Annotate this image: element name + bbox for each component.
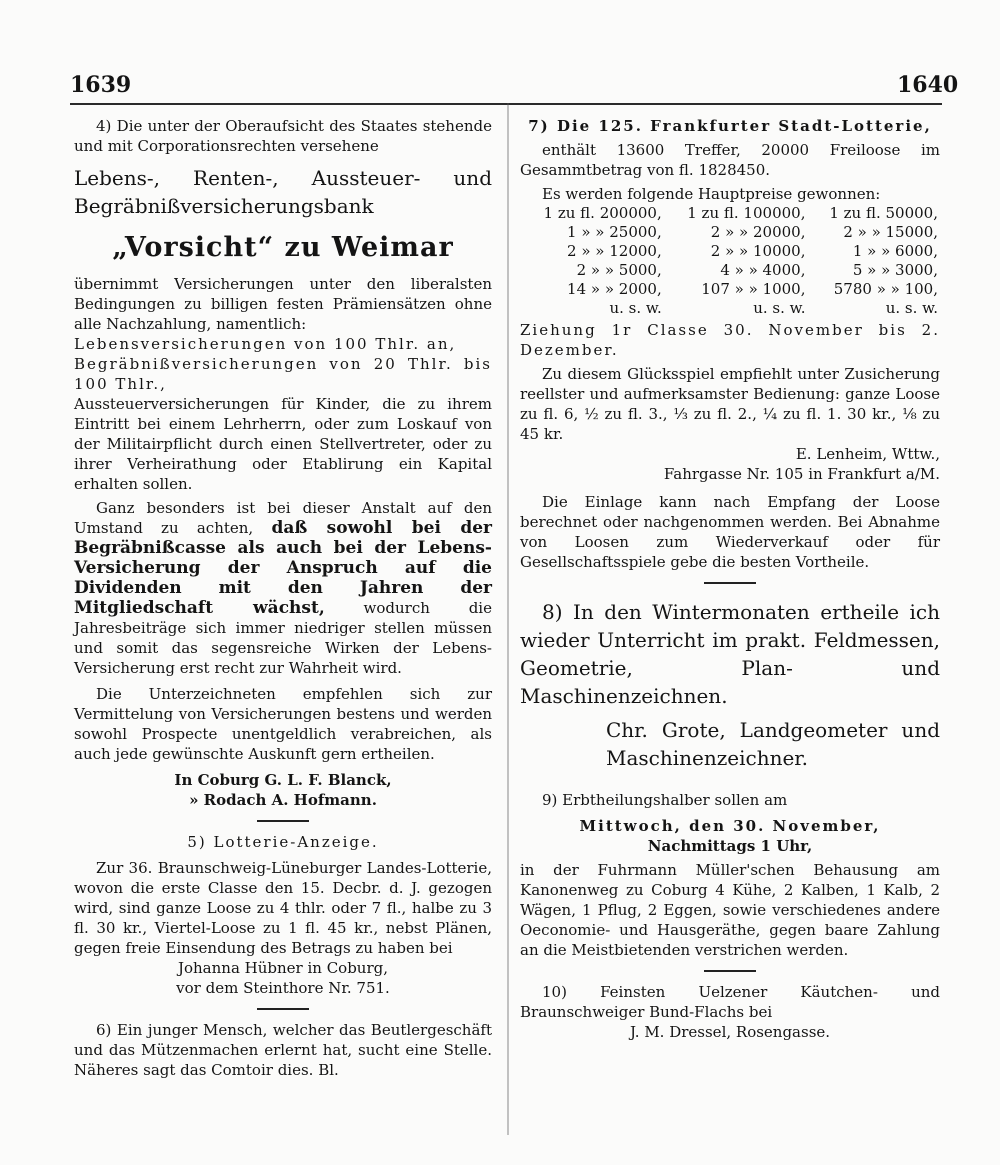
separator: [257, 820, 309, 822]
page-number-left: 1639: [70, 72, 132, 98]
ad4-paragraph-1: übernimmt Versicherungen unter den liberalsten Bedingungen zu billigen festen Prämiensätzen ohne alle Nachzahlung, namentlich:: [74, 275, 492, 333]
ad9-date: Mittwoch, den 30. November,: [579, 817, 881, 835]
ad4-paragraph-2: [74, 498, 492, 678]
ad8-signature: Chr. Grote, Landgeometer und Maschinenzeichner.: [606, 718, 940, 770]
prize-cell: u. s. w.: [609, 299, 662, 317]
ad4-p2-start: Ganz besonders ist bei dieser Anstalt auf den Umstand zu achten,: [74, 499, 492, 537]
ad4-signature-1: In Coburg G. L. F. Blanck,: [174, 771, 392, 789]
prize-row: [520, 242, 940, 261]
ad4-item-2: Begräbnißversicherungen von 20 Thlr. bis 100 Thlr.,: [74, 355, 492, 393]
prize-cell: u. s. w.: [753, 299, 806, 317]
ad5-signature-2: vor dem Steinthore Nr. 751.: [176, 979, 390, 997]
ad4-intro: 4) Die unter der Oberaufsicht des Staates stehende und mit Corporationsrechten versehene: [74, 117, 492, 155]
separator: [257, 1008, 309, 1010]
prize-cell: 2 » » 12000,: [567, 242, 662, 260]
prize-cell: 1 zu fl. 50000,: [829, 204, 938, 222]
left-column: [74, 116, 492, 1080]
prize-cell: 1 » » 25000,: [567, 223, 662, 241]
ad5-signature-1: Johanna Hübner in Coburg,: [177, 959, 389, 977]
prize-cell: 1 » » 6000,: [852, 242, 938, 260]
ad4-paragraph-3: Die Unterzeichneten empfehlen sich zur Vermittelung von Versicherungen bestens und werden sowohl Prospecte unentgeldlich verabreichen, als auch jede gewünschte Auskunft gern ertheilen.: [74, 685, 492, 763]
prize-cell: 1 zu fl. 200000,: [543, 204, 662, 222]
ad4-bank-name: Lebens-, Renten-, Aussteuer- und Begräbnißversicherungsbank: [74, 166, 492, 218]
ad10-signature: J. M. Dressel, Rosengasse.: [629, 1023, 831, 1041]
prize-cell: 2 » » 20000,: [710, 223, 806, 241]
header-rule: [70, 103, 942, 105]
prize-row: [520, 223, 940, 242]
column-divider: [507, 103, 509, 1135]
prize-cell: 2 » » 10000,: [710, 242, 806, 260]
ad4-item-3: Aussteuerversicherungen für Kinder, die zu ihrem Eintritt bei einem Lehrherrn, oder zum Loskauf von der Militairpflicht durch einen Stellvertreter, oder zu ihrer Verheirathung oder Etablirung ein Kapital erhalten sollen.: [74, 395, 492, 493]
separator: [704, 970, 756, 972]
separator: [704, 582, 756, 584]
prize-table: [520, 204, 940, 318]
prize-row: [520, 280, 940, 299]
prize-cell: 1 zu fl. 100000,: [687, 204, 806, 222]
ad7-paragraph-5: Die Einlage kann nach Empfang der Loose berechnet oder nachgenommen werden. Bei Abnahme von Loosen zum Wiederverkauf oder für Gesellschaftsspiele gebe die besten Vortheile.: [520, 493, 940, 571]
ad7-signature-1: E. Lenheim, Wttw.,: [795, 445, 940, 463]
ad7-paragraph-2: Es werden folgende Hauptpreise gewonnen:: [542, 185, 881, 203]
ad6-body: 6) Ein junger Mensch, welcher das Beutlergeschäft und das Mützenmachen erlernt hat, sucht eine Stelle. Näheres sagt das Comtoir dies. Bl.: [74, 1021, 492, 1079]
ad5-body: Zur 36. Braunschweig-Lüneburger Landes-Lotterie, wovon die erste Classe den 15. Decbr. d. J. gezogen wird, sind ganze Loose zu 4 thlr. oder 7 fl., halbe zu 3 fl. 30 kr., Viertel-Loose zu 1 fl. 45 kr., nebst Plänen, gegen freie Einsendung des Betrags zu haben bei: [74, 859, 492, 957]
ad9-time: Nachmittags 1 Uhr,: [647, 837, 813, 855]
ad4-title: „Vorsicht“ zu Weimar: [112, 232, 454, 263]
ad7-paragraph-4: Zu diesem Glücksspiel empfiehlt unter Zusicherung reellster und aufmerksamster Bedienung: ganze Loose zu fl. 6, ½ zu fl. 3., ⅓ zu fl. 2., ¼ zu fl. 1. 30 kr., ⅛ zu 45 kr.: [520, 365, 940, 443]
prize-cell: 14 » » 2000,: [567, 280, 662, 298]
ad5-heading: 5) Lotterie-Anzeige.: [187, 833, 379, 851]
ad7-signature-2: Fahrgasse Nr. 105 in Frankfurt a/M.: [663, 465, 940, 483]
prize-cell: 5780 » » 100,: [833, 280, 938, 298]
ad4-signature-2: » Rodach A. Hofmann.: [189, 791, 377, 809]
right-column: [520, 116, 940, 1042]
ad9-line-1: 9) Erbtheilungshalber sollen am: [542, 791, 788, 809]
ad10-body: 10) Feinsten Uelzener Käutchen- und Braunschweiger Bund-Flachs bei: [520, 983, 940, 1021]
prize-cell: 4 » » 4000,: [720, 261, 806, 279]
prize-cell: 2 » » 15000,: [843, 223, 938, 241]
ad7-drawing-date: Ziehung 1r Classe 30. November bis 2. Dezember.: [520, 321, 940, 359]
prize-row: [520, 261, 940, 280]
ad4-item-1: Lebensversicherungen von 100 Thlr. an,: [74, 335, 457, 353]
prize-cell: u. s. w.: [885, 299, 938, 317]
prize-cell: 2 » » 5000,: [576, 261, 662, 279]
ad7-heading: 7) Die 125. Frankfurter Stadt-Lotterie,: [528, 117, 932, 135]
ad8-body: 8) In den Wintermonaten ertheile ich wieder Unterricht im prakt. Feldmessen, Geometrie, Plan- und Maschinenzeichnen.: [520, 600, 940, 708]
page-number-right: 1640: [897, 72, 959, 98]
prize-row: [520, 299, 940, 318]
prize-cell: 5 » » 3000,: [852, 261, 938, 279]
ad9-body: in der Fuhrmann Müller'schen Behausung am Kanonenweg zu Coburg 4 Kühe, 2 Kalben, 1 Kalb, 2 Wägen, 1 Pflug, 2 Eggen, sowie verschiedenes andere Oeconomie- und Hausgeräthe, gegen baare Zahlung an die Meistbietenden verstrichen werden.: [520, 861, 940, 959]
ad7-paragraph-1: enthält 13600 Treffer, 20000 Freiloose im Gesammtbetrag von fl. 1828450.: [520, 141, 940, 179]
ad4-p2-emphasis: daß sowohl bei der Begräbnißcasse als auch bei der Lebens-Versicherung der Anspruch auf die Dividenden mit den Jahren der Mitgliedschaft wächst,: [74, 518, 492, 618]
prize-row: [520, 204, 940, 223]
prize-cell: 107 » » 1000,: [701, 280, 806, 298]
ad4-p2-end: wodurch die Jahresbeiträge sich immer niedriger stellen müssen und somit das segensreiche Wirken der Lebens-Versicherung erst recht zur Wahrheit wird.: [74, 599, 492, 677]
